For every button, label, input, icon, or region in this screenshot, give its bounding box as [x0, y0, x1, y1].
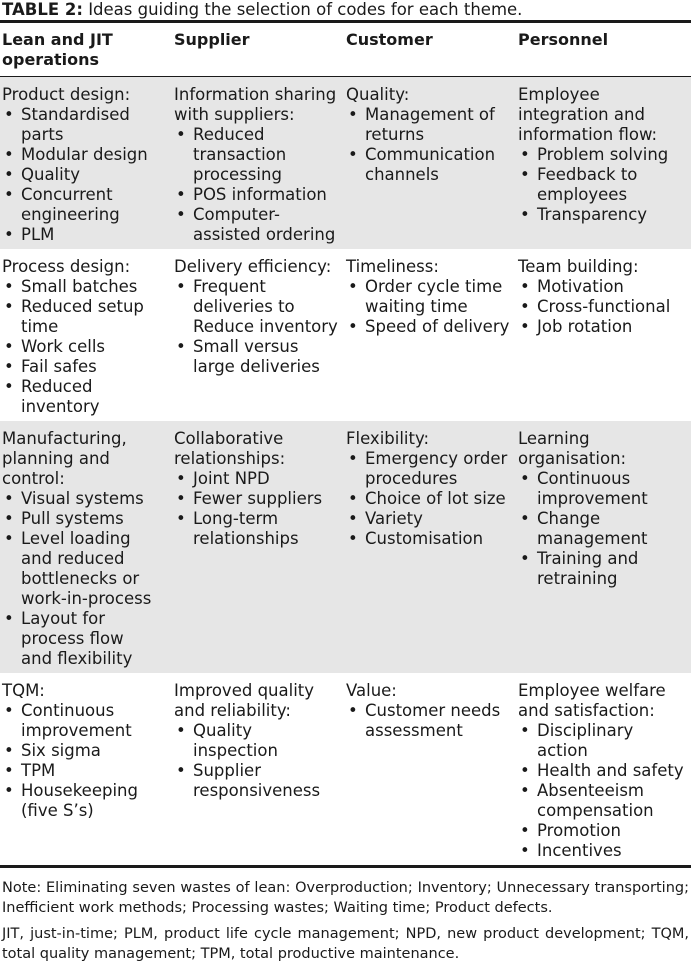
list-item: • PLM: [2, 225, 170, 245]
list-item: • Management of returns: [346, 105, 514, 145]
column-header-3: Customer: [344, 22, 516, 77]
table-cell: [344, 77, 516, 250]
list-item: • Variety: [346, 509, 514, 529]
cell-heading: Collaborative relationships:: [174, 429, 286, 468]
list-item: • Small batches: [2, 277, 170, 297]
cell-list: [2, 489, 170, 669]
column-header-4: Personnel: [516, 22, 691, 77]
list-item: • Six sigma: [2, 741, 170, 761]
codes-table: [0, 20, 691, 868]
list-item: • Feedback to employees: [518, 165, 689, 205]
list-item: • Training and retraining: [518, 549, 689, 589]
cell-heading: Quality:: [346, 85, 410, 104]
table-cell: [516, 421, 691, 673]
list-item: • Fail safes: [2, 357, 170, 377]
cell-list: [346, 449, 514, 549]
cell-heading: Employee welfare and satisfaction:: [518, 681, 666, 720]
cell-heading: Information sharing with suppliers:: [174, 85, 337, 124]
table-cell: [0, 421, 172, 673]
list-item: • Absenteeism compensation: [518, 781, 689, 821]
cell-list: [174, 469, 342, 549]
cell-list: [346, 701, 514, 741]
list-item: • Choice of lot size: [346, 489, 514, 509]
table-caption: [0, 0, 691, 20]
table-row: [0, 673, 691, 867]
list-item: • Long-term relationships: [174, 509, 342, 549]
cell-list: [2, 105, 170, 245]
table-cell: [516, 673, 691, 867]
list-item: • Speed of delivery: [346, 317, 514, 337]
cell-heading: Process design:: [2, 257, 131, 276]
cell-list: [518, 721, 689, 861]
cell-list: [346, 105, 514, 185]
table-cell: [172, 673, 344, 867]
cell-heading: Learning organisation:: [518, 429, 627, 468]
list-item: • Concurrent engineering: [2, 185, 170, 225]
list-item: • Pull systems: [2, 509, 170, 529]
table-header: [0, 22, 691, 77]
list-item: • Reduced setup time: [2, 297, 170, 337]
list-item: • Work cells: [2, 337, 170, 357]
table-cell: [0, 673, 172, 867]
note-wastes: Note: Eliminating seven wastes of lean: Overproduction; Inventory; Unnecessary transporting; Inefficient work methods; Processing wastes; Waiting time; Product defects.: [2, 880, 689, 916]
list-item: • Customer needs assessment: [346, 701, 514, 741]
list-item: • TPM: [2, 761, 170, 781]
list-item: • Job rotation: [518, 317, 689, 337]
table-cell: [344, 421, 516, 673]
table-number: TABLE 2:: [2, 0, 83, 19]
note-abbreviations: JIT, just-in-time; PLM, product life cycle management; NPD, new product development; TQM, total quality management; TPM, total productive maintenance.: [2, 926, 689, 962]
table-cell: [172, 421, 344, 673]
list-item: • Small versus large deliveries: [174, 337, 342, 377]
column-header-2: Supplier: [172, 22, 344, 77]
list-item: • Quality: [2, 165, 170, 185]
table-cell: [0, 249, 172, 421]
cell-heading: Value:: [346, 681, 397, 700]
table-cell: [344, 673, 516, 867]
cell-heading: TQM:: [2, 681, 45, 700]
list-item: • Level loading and reduced bottlenecks or work-in-process: [2, 529, 170, 609]
column-header-1: Lean and JIT operations: [0, 22, 172, 77]
cell-list: [2, 701, 170, 821]
list-item: • Reduced inventory: [2, 377, 170, 417]
table-cell: [0, 77, 172, 250]
list-item: • Continuous improvement: [518, 469, 689, 509]
table-title: Ideas guiding the selection of codes for each theme.: [88, 0, 523, 19]
list-item: • Reduced transaction processing: [174, 125, 342, 185]
cell-heading: Flexibility:: [346, 429, 430, 448]
list-item: • Frequent deliveries to Reduce inventory: [174, 277, 342, 337]
list-item: • Computer- assisted ordering: [174, 205, 342, 245]
cell-heading: Delivery efficiency:: [174, 257, 332, 276]
header-row: [0, 22, 691, 77]
table-cell: [172, 77, 344, 250]
cell-list: [518, 469, 689, 589]
list-item: • Incentives: [518, 841, 689, 861]
table-row: [0, 249, 691, 421]
table-row: [0, 77, 691, 250]
cell-heading: Improved quality and reliability:: [174, 681, 315, 720]
list-item: • Modular design: [2, 145, 170, 165]
list-item: • Promotion: [518, 821, 689, 841]
cell-heading: Employee integration and information flow:: [518, 85, 658, 144]
list-item: • POS information: [174, 185, 342, 205]
cell-heading: Team building:: [518, 257, 639, 276]
cell-list: [174, 721, 342, 801]
cell-heading: Timeliness:: [346, 257, 439, 276]
list-item: • Cross-functional: [518, 297, 689, 317]
table-cell: [344, 249, 516, 421]
table-cell: [172, 249, 344, 421]
list-item: • Standardised parts: [2, 105, 170, 145]
cell-list: [2, 277, 170, 417]
list-item: • Transparency: [518, 205, 689, 225]
cell-heading: Product design:: [2, 85, 131, 104]
list-item: • Customisation: [346, 529, 514, 549]
table-cell: [516, 77, 691, 250]
cell-list: [174, 277, 342, 377]
list-item: • Change management: [518, 509, 689, 549]
list-item: • Order cycle time waiting time: [346, 277, 514, 317]
list-item: • Visual systems: [2, 489, 170, 509]
cell-heading: Manufacturing, planning and control:: [2, 429, 127, 488]
list-item: • Quality inspection: [174, 721, 342, 761]
cell-list: [174, 125, 342, 245]
table-row: [0, 421, 691, 673]
list-item: • Disciplinary action: [518, 721, 689, 761]
list-item: • Health and safety: [518, 761, 689, 781]
list-item: • Continuous improvement: [2, 701, 170, 741]
cell-list: [518, 277, 689, 337]
table-body: [0, 77, 691, 867]
cell-list: [518, 145, 689, 225]
list-item: • Emergency order procedures: [346, 449, 514, 489]
list-item: • Problem solving: [518, 145, 689, 165]
list-item: • Communication channels: [346, 145, 514, 185]
cell-list: [346, 277, 514, 337]
list-item: • Housekeeping (five S’s): [2, 781, 170, 821]
list-item: • Layout for process flow and flexibility: [2, 609, 170, 669]
list-item: • Joint NPD: [174, 469, 342, 489]
list-item: • Fewer suppliers: [174, 489, 342, 509]
list-item: • Supplier responsiveness: [174, 761, 342, 801]
list-item: • Motivation: [518, 277, 689, 297]
table-notes: [0, 868, 691, 964]
table-cell: [516, 249, 691, 421]
